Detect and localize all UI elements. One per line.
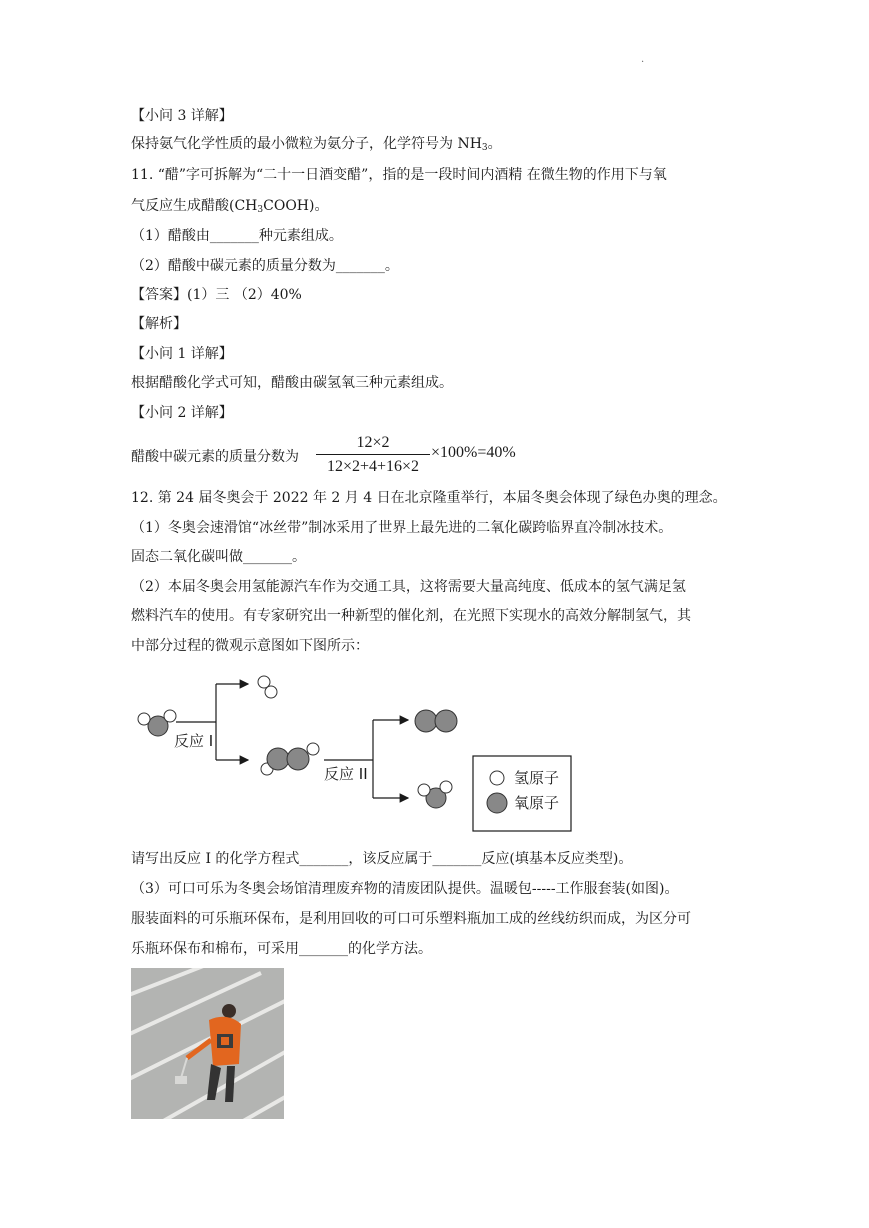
worker-photo (131, 968, 284, 1119)
reaction-micro-diagram (130, 668, 580, 836)
hydrogen-atom (307, 743, 319, 755)
legend-oxygen-symbol (487, 793, 507, 813)
hydrogen-atom (418, 784, 430, 796)
question-12-part-3-cont1: 服装面料的可乐瓶环保布，是利用回收的可口可乐塑料瓶加工成的丝线纺织而成，为区分可 (131, 911, 691, 927)
reaction-2-label: 反应 II (324, 765, 368, 783)
worker-illustration (131, 968, 284, 1119)
subquestion-1-heading: 【小问 1 详解】 (131, 346, 233, 362)
formula-result: ×100%=40% (431, 444, 516, 461)
fraction-bar (316, 454, 430, 455)
header-dot: . (641, 54, 645, 65)
formula-prefix: 醋酸中碳元素的质量分数为 (131, 449, 299, 465)
hydrogen-atom (265, 686, 277, 698)
hydrogen-molecule (258, 676, 277, 698)
question-12-part-2-cont1: 燃料汽车的使用。有专家研究出一种新型的催化剂，在光照下实现水的高效分解制氢气，其 (131, 608, 691, 624)
question-12-part-1-cont: 固态二氧化碳叫做_______。 (131, 549, 306, 565)
question-12-part-2-cont2: 中部分过程的微观示意图如下图所示： (131, 638, 369, 654)
explanation-text: 保持氨气化学性质的最小微粒为氨分子，化学符号为 $NH_3$。 (131, 136, 502, 153)
question-11-stem-cont: 气反应生成醋酸$(CH_3COOH)$。 (131, 198, 329, 215)
question-12-part-2-prompt: 请写出反应 I 的化学方程式_______，该反应属于_______反应(填基本反应类型)。 (131, 851, 633, 867)
question-12-part-3: （3）可口可乐为冬奥会场馆清理废弃物的清废团队提供。温暖包-----工作服套装(如图)。 (131, 881, 679, 897)
analysis-heading: 【解析】 (131, 316, 187, 332)
subquestion-3-heading: 【小问 3 详解】 (131, 108, 233, 124)
water-molecule-product (418, 781, 452, 808)
legend-hydrogen-symbol (490, 771, 504, 785)
oxygen-atom (415, 710, 437, 732)
hydrogen-atom (138, 713, 150, 725)
question-11-part-2: （2）醋酸中碳元素的质量分数为_______。 (131, 258, 399, 274)
question-12-part-3-cont2: 乐瓶环保布和棉布，可采用_______的化学方法。 (131, 941, 432, 957)
hydrogen-peroxide-molecule (261, 743, 319, 775)
fraction-numerator: 12×2 (356, 434, 390, 451)
question-12-part-2: （2）本届冬奥会用氢能源汽车作为交通工具，这将需要大量高纯度、低成本的氢气满足氢 (131, 579, 686, 595)
answer-line: 【答案】(1）三 （2）40% (131, 287, 302, 303)
water-molecule-reactant (138, 710, 176, 736)
subquestion-2-heading: 【小问 2 详解】 (131, 405, 233, 421)
question-11-stem: 11. “醋”字可拆解为“二十一日酒变醋”，指的是一段时间内酒精 在微生物的作用下与氧 (131, 167, 667, 183)
reaction-1-label: 反应 I (174, 732, 214, 750)
question-11-part-1: （1）醋酸由_______种元素组成。 (131, 228, 343, 244)
subquestion-1-text: 根据醋酸化学式可知，醋酸由碳氢氧三种元素组成。 (131, 375, 453, 391)
mass-fraction-formula (316, 433, 430, 477)
question-12-stem: 12. 第 24 届冬奥会于 2022 年 2 月 4 日在北京隆重举行，本届冬奥会体现了绿色办奥的理念。 (131, 490, 727, 506)
legend-oxygen-label: 氧原子 (514, 794, 560, 812)
oxygen-atom (435, 710, 457, 732)
fraction-denominator: 12×2+4+16×2 (326, 458, 420, 475)
hydrogen-atom (164, 710, 176, 722)
legend-hydrogen-label: 氢原子 (514, 769, 560, 787)
hydrogen-atom (440, 781, 452, 793)
question-12-part-1: （1）冬奥会速滑馆“冰丝带”制冰采用了世界上最先进的二氧化碳跨临界直冷制冰技术。 (131, 520, 673, 536)
oxygen-atom (267, 748, 289, 770)
oxygen-molecule (415, 710, 457, 732)
oxygen-atom (287, 748, 309, 770)
